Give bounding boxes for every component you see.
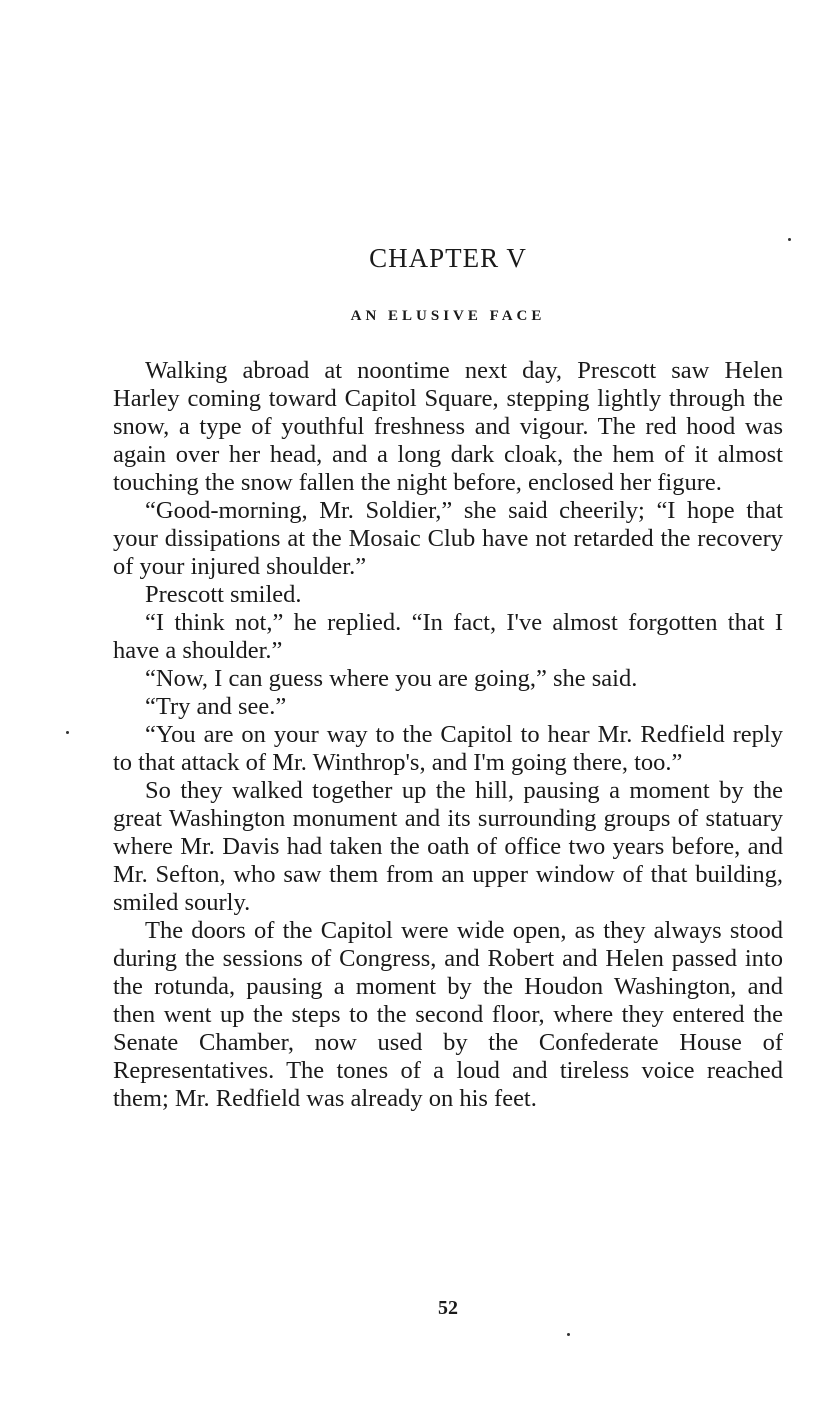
scan-speck — [788, 238, 791, 241]
scan-speck — [66, 731, 69, 734]
book-page — [113, 0, 783, 1422]
paragraph: “Now, I can guess where you are going,” she said. — [145, 665, 638, 692]
paragraph: “Good-morning, Mr. Soldier,” she said cheerily; “I hope that your dissipations at the Mosaic Club have not retarded the recovery of your injured shoulder.” — [113, 497, 783, 580]
chapter-subtitle: AN ELUSIVE FACE — [350, 308, 546, 324]
chapter-title: CHAPTER V — [369, 243, 527, 273]
page-number: 52 — [438, 1297, 458, 1319]
body-text — [113, 357, 783, 1113]
paragraph: Walking abroad at noontime next day, Prescott saw Helen Harley coming toward Capitol Square, stepping lightly through the snow, a type of youthful freshness and vigour. The red hood was again over her head, and a long dark cloak, the hem of it almost touching the snow fallen the night before, enclosed her figure. — [113, 357, 783, 496]
paragraph: “You are on your way to the Capitol to hear Mr. Redfield reply to that attack of Mr. Winthrop's, and I'm going there, too.” — [113, 721, 783, 776]
paragraph: “Try and see.” — [145, 693, 287, 720]
paragraph: Prescott smiled. — [145, 581, 302, 608]
scan-speck — [567, 1333, 570, 1336]
paragraph: The doors of the Capitol were wide open, as they always stood during the sessions of Congress, and Robert and Helen passed into the rotunda, pausing a moment by the Houdon Washington, and then went up the steps to the second floor, where they entered the Senate Chamber, now used by the Confederate House of Representatives. The tones of a loud and tireless voice reached them; Mr. Redfield was already on his feet. — [113, 917, 783, 1112]
paragraph: So they walked together up the hill, pausing a moment by the great Washington monument and its surrounding groups of statuary where Mr. Davis had taken the oath of office two years before, and Mr. Sefton, who saw them from an upper window of that building, smiled sourly. — [113, 777, 783, 916]
paragraph: “I think not,” he replied. “In fact, I've almost forgotten that I have a shoulder.” — [113, 609, 783, 664]
